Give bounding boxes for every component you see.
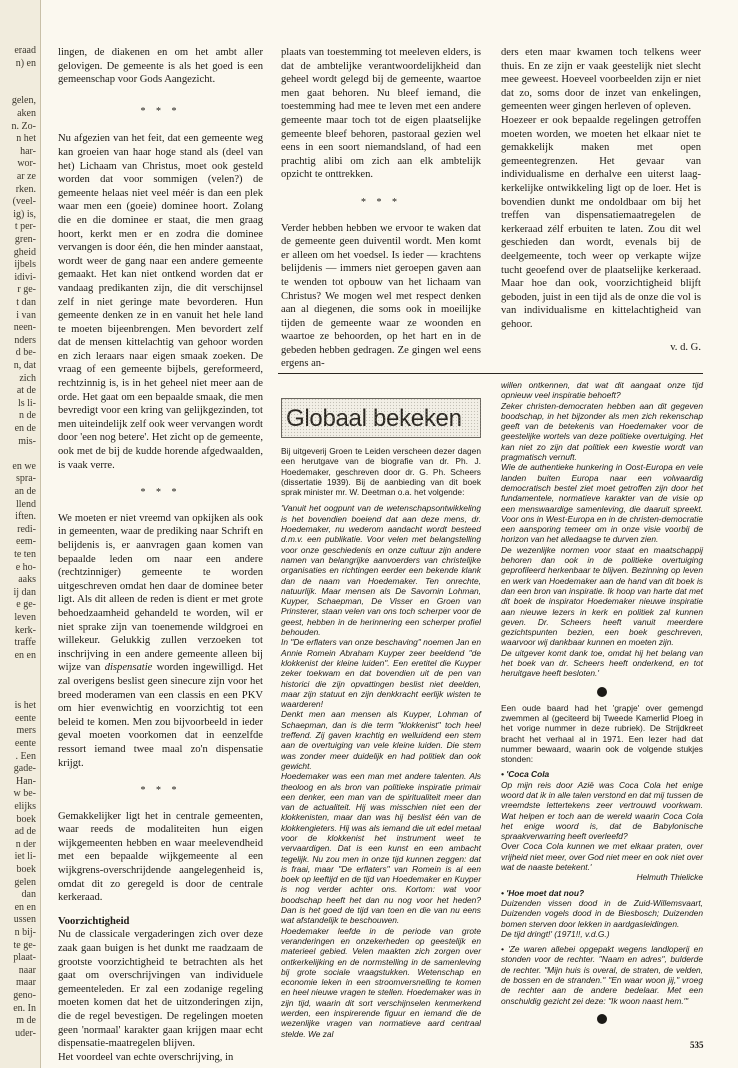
quote-paragraph: 'Vanuit het oogpunt van de wetenschapsontwikkeling is het bovendien boeiend dat aan deze mens, dr. Hoedemaker, nu wederom aandacht wordt besteed d.m.v. een publikatie. Voor velen met belangstelling voor onze geschiedenis en onze cultuur zijn andere namen van belangrijke aanvoerders van christelijke organisaties en richtingen eerder een bekende klank dan de naam van Hoedemaker. Ten onrechte, natuurlijk. Maar mensen als De Savornin Lohman, Kuyper, Schaepman, De Visser en Groen van Prinsterer, staan velen van ons toch scherper voor de geest, hebben in de herinnering een scherper profiel behouden. <box>281 503 481 638</box>
margin-fragment: gheid <box>13 246 36 258</box>
col2-paragraph-2: Verder hebben hebben we ervoor te waken dat de gemeente geen duiventil wordt. Men komt er alleen om het voedsel. Is ieder — krachtens belijdenis — immers niet geroepen gaven aan te wenden tot opbouw van het lichaam van Christus? We mogen wel met respect denken aan al diegenen, die soms ook in moeilijke tijden de gemeente waar ze woonden en waartoe ze behoorden, op het hart en in de gebeden hebben gedragen. Ze gingen wel eens ergens an- <box>281 222 481 370</box>
margin-fragment: uder- <box>15 1027 36 1039</box>
bullet-dot <box>597 687 607 697</box>
col2-paragraph-1: plaats van toestemming tot meeleven elders, is dat de ambtelijke verantwoordelijkheid dan geheel wordt gelegd bij de gemeente, waartoe men gaat behoren. Nu bleef iemand, die toestemming had mee te leven met een andere gemeente maar toch tot de eigen plaatselijke gemeente bleef behoren, pastoraal gezien wel eens in een soort niemandsland, of had een prachtig alibi om zich aan elk ambtelijk opzicht te onttrekken. <box>281 47 481 181</box>
margin-fragment: e ge- <box>16 599 36 611</box>
bullet-separator <box>501 1006 703 1030</box>
margin-fragment: ussen <box>13 914 36 926</box>
item-text: De tijd dringt!' (1971!!, v.d.G.) <box>501 928 610 939</box>
margin-fragment: te ge- <box>13 939 36 951</box>
margin-fragment: nders <box>14 334 36 346</box>
margin-fragment: ls li- <box>17 397 36 409</box>
margin-fragment: rken. <box>15 183 36 195</box>
margin-fragment: n, dat <box>13 360 36 371</box>
margin-fragment: spra- <box>16 473 36 485</box>
col1-paragraph-1: Nu afgezien van het feit, dat een gemeente weg kan groeien van haar hoge stand als (deel van het) Lichaam van Christus, moet ook gesteld worden dat voor sommigen (velen?) de gemeente helaas niet veel méér is dan een plek waar men een (goeie) dominee hoort. Zolang die en die dominee er staat, die men graag hoort, kerkt men er en zodra die dominee vervangen is door één, die hen minder aanstaat, wordt weer de gang naar een andere gemeente gemaakt. Het kan niet ontkend worden dat er vandaag predikanten zijn, die dit verschijnsel zelf in niet geringe mate bevorderen. Hun gemeente denken ze in en vanuit het hele land te moeten bijeenbrengen. Men bevordert zelf dat de mensen kittelachtig van gehoor worden en zich leraars naar eigen smaak zoeken. De vraag of een gemeente bijbels, gereformeerd, rechtzinnig is, is in het geheel niet meer aan de orde. Het gaat om een bepaalde smaak, die men bevredigt voor een kring van gelijkgezinden, tot men uiteindelijk zelf ook weer vervangen wordt door 'een nog betere'. Het zicht op de gemeente, ook met de bij de kudde horende afgedwaalden, is vaak verre. <box>58 133 263 471</box>
margin-fragment: en de <box>14 423 36 434</box>
col1-paragraph-2: We moeten er niet vreemd van opkijken als ook in gemeenten, waar de prediking naar Schrift en belijdenis is, er aanvragen gaan komen van bepaalde leden om naar een andere (rechtzinniger) gemeente te worden uitgeschreven omdat hen daar de dominee beter ligt. Als dit alleen de reden is dient er met grote behoedzaamheid gehandeld te worden, wil er niet sprake zijn van toenemende wildgroei en willekeur. Gelukkig zullen verzoeken tot inschrijving in een andere gemeente alleen bij wijze van dispensatie worden ingewilligd. Het zal overigens beslist geen sinecure zijn voor het breed moderamen van een classis en een PKV om hier evenwichtig en voorzichtig tot een beleid te komen. Men zou bijvoorbeeld in ieder geval moeten voorkomen dat in eenzelfde ressort iemand twee maal zo'n dispensatie krijgt. <box>58 512 263 769</box>
margin-fragment: gade- <box>13 763 36 775</box>
col1-intro: lingen, de diakenen en om het ambt aller gelovigen. De gemeente is als het goed is een gemeenschap voor Gods Aangezicht. <box>58 47 263 86</box>
margin-fragment: aaks <box>18 574 36 586</box>
margin-fragment: plaat- <box>13 952 36 964</box>
margin-fragment: mis- <box>18 435 36 447</box>
rubric-title: Globaal bekeken <box>281 398 481 438</box>
margin-fragment: leven <box>14 612 36 623</box>
margin-fragment: (veel- <box>12 196 36 208</box>
margin-fragment: kerk- <box>14 624 36 636</box>
column-2 <box>281 46 481 371</box>
margin-fragment: en en <box>14 901 36 913</box>
margin-fragment: at de <box>16 385 36 397</box>
margin-fragment: mers <box>16 725 36 737</box>
author-signature: v. d. G. <box>670 342 701 354</box>
margin-fragment: ar ze <box>16 171 36 182</box>
item-title: • 'Coca Cola <box>501 769 550 780</box>
margin-fragment: ij dan <box>13 586 36 598</box>
margin-fragment: gelen <box>14 876 36 888</box>
margin-fragment: t dan <box>16 297 36 308</box>
globaal-column <box>281 446 481 1039</box>
margin-fragment: n bij- <box>14 927 36 938</box>
col1-paragraph-5: Het voordeel van echte overschrijving, in <box>58 1051 234 1063</box>
item-text: Over Coca Cola kunnen we met elkaar praten, over vrijheid niet meer, over God niet meer en ook niet over wat de naaste betekent.' <box>501 841 703 873</box>
margin-fragment: n) en <box>15 57 36 69</box>
quote-paragraph: Hoedemaker leefde in de periode van grote veranderingen en onzekerheden op geestelijk en materieel gebied. Velen maakten zich zorgen over ontkerkelijking en de normstelling in de samenleving bij grote sociale vraagstukken. Wetenschap en economie leken in een stroomversnelling te komen en heel nieuwe vragen te stellen. Hoedemaker was in zijn tijd, waarin dit sort verschijnselen kenmerkend werden, een inspirerende figuur en iemand die de wezenlijke vragen van normatieve aard centraal stelde. We zal <box>281 925 481 1039</box>
quote-paragraph: In "De erflaters van onze beschaving" noemen Jan en Annie Romein Abraham Kuyper zeer beeldend "de klokkenist der kleine luiden". Een eretitel die Kuyper zeker toekwam en dat bovendien uit de pen van historici die zijn opvattingen beslist niet deelden, maar zijn statuut en zijn denkkracht eerlijk wisten te waarderen! <box>281 637 481 710</box>
item-signature: Helmuth Thielicke <box>636 872 703 883</box>
margin-fragment: an de <box>14 486 36 497</box>
quote-paragraph: willen ontkennen, dat wat dit aangaat onze tijd opnieuw veel inspiratie behoeft? <box>501 380 703 401</box>
item-text: • 'Ze waren allebei opgepakt wegens landloperij en stonden voor de rechter. "Naam en adres", bulderde de rechter. "Mijn huis is overal, de straten, de velden, de bossen en de stranden." "En waar woon jij," vroeg de rechter aan de andere bedelaar. Met een onschuldig gezicht zei deze: "Ik woon naast hem."' <box>501 944 703 1006</box>
margin-fragment: Han- <box>16 775 36 787</box>
item-text: Op mijn reis door Azië was Coca Cola het enige woord dat ik in alle talen verstond en dat mij tussen de vreemdste lettertekens zeer vertrouwd voorkwam. Wat helpen er toch aan de wereld waarin Coca Cola het enige woord is, dat de Babylonische spraakverwarring heeft overleefd? <box>501 779 703 842</box>
margin-fragment: aken <box>17 108 36 119</box>
quote-paragraph: Hoedemaker was een man met andere talenten. Als theoloog en als bron van politieke inspiratie primair een denker, een man van de spiritualiteit meer dan van de actualiteit. Hij was misschien niet een der klokkenisten, maar dan was hij beslist één van de klokkengieters. Hij was als iemand die uit edel metaal voor de klokkenist het instrument weet te vervaardigen. Dat is een kunst en een ambacht tegelijk. Nu zou men in onze tijd kunnen zeggen: dat is fraai, maar "De erflaters" van Romein is al een boek op leeftijd en de tijd van Hoedemaker en Kuyper is nog verder achter ons. Kortom: wat voor boodschap heeft het dan nu nog voor het heden? Dan is het goed de tijd van toen en die van nu eens wat afstandelijk te beschouwen. <box>281 771 481 926</box>
margin-fragment: traffe <box>14 637 36 649</box>
bullet-dot <box>597 1014 607 1024</box>
margin-fragment: n. Zo- <box>11 120 36 132</box>
margin-fragment: ad de <box>14 826 36 838</box>
col3-paragraph-2: Hoezeer er ook bepaalde regelingen getroffen moeten worden, we moeten het elkaar niet te gemakkelijk maken met open gemeentegrenzen. Het gevaar van individualisme en derhalve een uiterst laag-kerkelijke ontwikkeling ligt op de loer. Het is bovendien dunkt me ondoldbaar om bij het treffen van dispensatiemaatregelen de kerkeraad zélf erbuiten te laten. Zou dit wel geschieden dan wordt, evenals bij de deelgemeente, toch weer op verkapte wijze tucht geoefend over de plaatselijke kerkeraad. Maar hoe dan ook, voorzichtigheid blijft geboden, juist in een tijd als de onze die vol is van individualisme en kittelachtigheid van gehoor. <box>501 114 701 330</box>
section-stars: * * * <box>140 105 181 117</box>
margin-fragment: llend <box>16 498 36 510</box>
margin-fragment: idivi- <box>14 271 36 283</box>
margin-fragment: m de <box>16 1015 36 1027</box>
col3-paragraph-1: ders eten maar kwamen toch telkens weer thuis. En ze zijn er vaak geestelijk niet slecht mee geweest. Hoeveel voorbeelden zijn er niet dat zo, soms door de inzet van enkelingen, gemeenten weer gingen herleven of opleven. <box>501 47 701 113</box>
margin-fragment: maar <box>16 977 36 989</box>
margin-fragment: elijks <box>14 801 36 812</box>
margin-fragment: i van <box>16 309 36 321</box>
margin-fragment: is het <box>14 700 36 712</box>
margin-fragment: zich <box>19 372 36 384</box>
margin-fragment: neen- <box>13 322 36 334</box>
section-stars: * * * <box>140 785 181 797</box>
margin-fragment: en en <box>14 649 36 661</box>
margin-fragment: n der <box>15 838 36 850</box>
section-stars: * * * <box>361 196 401 208</box>
margin-fragment: n het <box>16 133 36 145</box>
margin-fragment: iften. <box>15 511 36 523</box>
section-divider <box>278 373 703 374</box>
margin-fragment: wor- <box>17 158 36 170</box>
margin-fragment: ijbels <box>14 259 36 271</box>
item-text: Duizenden vissen dood in de Zuid-Willemsvaart, Duizenden vogels dood in de Biesbosch; Duizenden bomen sterven door lekken in aardgasleidingen. <box>501 897 703 929</box>
margin-fragment: eraad <box>14 45 36 56</box>
quote-paragraph: Denkt men aan mensen als Kuyper, Lohman of Schaepman, dan is die term "klokkenist" toch heel treffend. Zij gaven krachtig en welluidend een stem aan de overtuiging van vele kleine luiden. Die stem was zonder meer duidelijk en had politiek dan ook gewicht. <box>281 709 481 771</box>
previous-page-margin <box>0 0 41 1068</box>
quote-paragraph: Wie de authentieke hunkering in Oost-Europa en vele landen buiten Europa naar een volwaardig democratisch bestel ziet moet getroffen zijn door het fundamentele, normatieve karakter van de visie op een menswaardige samenleving, die daaruit spreekt. Voor ons in West-Europa en in de christen-democratie een aansporing temeer om in onze visie voorbij de horizon van het alledaagse te durven zien. <box>501 462 703 545</box>
margin-fragment: redi- <box>17 523 36 535</box>
margin-fragment: gren- <box>14 234 36 245</box>
margin-fragment: ig) is, <box>13 208 36 220</box>
column-4 <box>501 380 703 1030</box>
margin-fragment: dan <box>21 889 36 901</box>
margin-fragment: t per- <box>14 221 36 233</box>
margin-fragment: en we <box>12 460 36 472</box>
col1-paragraph-3: Gemakkelijker ligt het in centrale gemeenten, waar reeds de modaliteiten hun eigen wijkgemeenten hebben en waar meelevendheid met een bepaalde wijkgemeente al een wijkgrens-overschrijdende aangelegenheid is, omdat dit zo geregeld is door de centrale kerkeraad. <box>58 810 263 904</box>
section-heading: Voorzichtigheid <box>58 915 130 927</box>
margin-fragment: gelen, <box>11 95 36 107</box>
bullet-separator <box>501 679 703 703</box>
margin-fragment: e ho- <box>15 561 36 573</box>
margin-fragment: te ten <box>14 549 36 560</box>
margin-fragment: geno- <box>13 990 36 1001</box>
margin-fragment: en. In <box>13 1002 36 1014</box>
margin-fragment: r ge- <box>17 284 36 296</box>
globaal-intro: Bij uitgeverij Groen te Leiden verscheen dezer dagen een herutgave van de biografie van dr. Ph. J. Hoedemaker, geschreven door dr. G. Ph. Scheers (dissertatie 1939). Bij de aanbieding van dit boek sprak minister mr. W. Deetman o.a. het volgende: <box>281 446 481 498</box>
margin-fragment: boek <box>16 813 36 825</box>
margin-fragment: . Een <box>15 750 36 762</box>
item-title: • 'Hoe moet dat nou? <box>501 887 585 898</box>
margin-fragment: boek <box>16 864 36 875</box>
quote-paragraph: Zeker christen-democraten hebben aan dit gegeven boodschap, in het bijzonder als men zich rekenschap geeft van de betekenis van Hoedemaker voor de geestelijke wortels van deze politieke overtuiging. Het kan niet zo zijn dat politiek een kwestie wordt van pragmatisch vernuft. <box>501 400 703 463</box>
margin-fragment: naar <box>18 964 36 976</box>
col4-paragraph: Een oude baard had het 'grapje' over gemengd zwemmen al (geciteerd bij Tweede Kamerlid Ploeg in het vorige nummer in deze rubriek). De Strijdkreet bracht het verhaal al in 1971. Een lezer had dat nummer bewaard, waarin ook de volgende stukjes stonden: <box>501 702 703 765</box>
margin-fragment: iet li- <box>14 851 36 863</box>
column-3 <box>501 46 701 355</box>
page-number: 535 <box>690 1040 704 1050</box>
margin-fragment: eente <box>14 712 36 724</box>
margin-fragment: w be- <box>13 788 36 800</box>
margin-fragment: har- <box>20 145 36 157</box>
section-stars: * * * <box>140 487 181 499</box>
margin-fragment: n de <box>19 410 36 422</box>
margin-fragment: d be- <box>15 347 36 359</box>
quote-paragraph: De uitgever komt dank toe, omdat hij het belang van het boek van dr. Scheers heeft onderkend, en tot heruitgave heeft besloten.' <box>501 647 703 679</box>
margin-fragment: eente <box>14 738 36 749</box>
margin-fragment: eem- <box>16 536 36 548</box>
quote-paragraph: De wezenlijke normen voor staat en maatschappij behoren dan ook in de politieke overtuiging geprofileerd herkenbaar te blijven. Bezinning op leven en werk van Hoedemaker aan de hand van dit boek is dan een bron van inspiratie. Ik hoop van harte dat met dit boek de inspirator Hoedemaker nieuwe inspiratie aan nieuwe lezers in kerk en politiek zal kunnen geven. Dr. Scheers heeft vanuit meerdere gezichtspunten bezien, een boek geschreven, waarvoor wij dankbaar kunnen en moeten zijn. <box>501 544 703 648</box>
column-1 <box>58 46 263 1064</box>
col1-paragraph-4: Nu de classicale vergaderingen zich over deze zaak gaan buigen is het dunkt me raadzaam de grootste voorzichtigheid te betrachten als het gaat om overschrijvingen van individuele gemeenteleden. Er zal een zodanige regeling moeten komen dat het de uitzonderingen zijn, die de regel bevestigen. De regelingen moeten geen 'normaal' karakter gaan krijgen maar echt dispensatie-maatregelen blijven. <box>58 929 263 1050</box>
